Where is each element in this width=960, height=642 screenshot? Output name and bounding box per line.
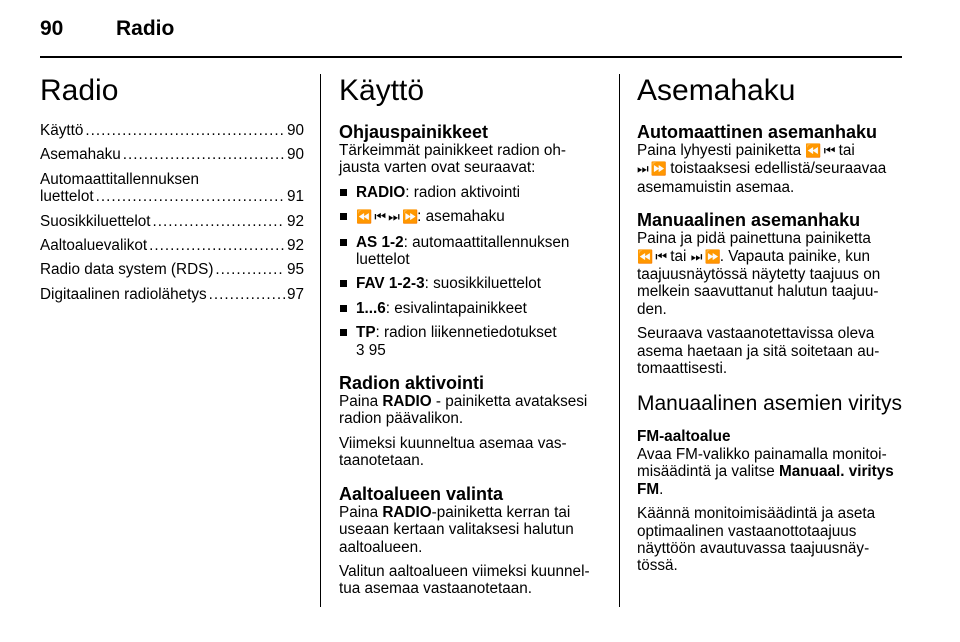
list-item: FAV 1-2-3: suosikkiluettelot xyxy=(339,275,601,292)
chapter-title: Radio xyxy=(40,74,119,107)
list-item: AS 1-2: automaattitallennuksen luettelot xyxy=(339,234,601,269)
seek-back-icon: ⏪ ⏮ xyxy=(637,249,667,265)
column-divider xyxy=(619,74,620,607)
toc-entry-automaattitallennus[interactable]: Automaattitallennuksen luettelot ..... 91 xyxy=(40,171,304,206)
paragraph: Paina RADIO - painiketta avataksesi radion päävalikon. xyxy=(339,393,588,428)
section-title: Radio xyxy=(116,17,175,40)
paragraph: Käännä monitoimisäädintä ja aseta optimaalinen vastaanottotaajuus näyttöön avautuvassa taajuusnäy-tössä. xyxy=(637,505,876,575)
toc-entry-rds[interactable]: Radio data system (RDS) ..... 95 xyxy=(40,261,304,278)
paragraph: Avaa FM-valikko painamalla monitoi-misäädintä ja valitse Manuaal. viritys FM. xyxy=(637,445,894,498)
list-item: ⏪ ⏮ ⏭ ⏩: asemahaku xyxy=(339,208,601,226)
column-divider xyxy=(320,74,321,607)
paragraph: Tärkeimmät painikkeet radion oh- jausta varten ovat seuraavat: xyxy=(339,142,567,177)
subheading-activate: Radion aktivointi xyxy=(339,373,485,394)
seek-back-icon: ⏪ ⏮ xyxy=(805,144,835,159)
seek-forward-icon: ⏭ ⏩ xyxy=(637,162,667,178)
seek-buttons-icon: ⏪ ⏮ ⏭ ⏩ xyxy=(356,210,418,226)
paragraph: Valitun aaltoalueen viimeksi kuunnel-tua asemaa vastaanotetaan. xyxy=(339,562,590,598)
page-reference[interactable]: 3 95 xyxy=(356,341,386,359)
table-of-contents xyxy=(40,122,304,303)
toc-entry-digitaalinen[interactable]: Digitaalinen radiolähetys ..... 97 xyxy=(40,286,304,303)
paragraph: Paina ja pidä painettuna painiketta ⏪ ⏮ tai ⏭ ⏩. Vapauta painike, kun taajuusnäytössä näytetty taajuus on melkein saavuttanut halutun taajuu-den. xyxy=(637,230,881,318)
subheading-manual-tuning: Manuaalinen asemien viritys xyxy=(637,392,902,416)
list-item: 1...6: esivalintapainikkeet xyxy=(339,300,601,317)
column-kaytto xyxy=(339,74,601,605)
header-rule xyxy=(40,56,902,58)
subheading-manual-search: Manuaalinen asemanhaku xyxy=(637,210,861,231)
section-heading: Asemahaku xyxy=(637,74,796,107)
toc-entry-suosikkiluettelot[interactable]: Suosikkiluettelot ..... 92 xyxy=(40,213,304,230)
page-number: 90 xyxy=(40,17,64,40)
list-item: TP: radion liikennetiedotukset 3 95 xyxy=(339,324,601,359)
column-asemahaku xyxy=(637,74,903,582)
toc-entry-asemahaku[interactable]: Asemahaku ..... 90 xyxy=(40,146,304,163)
section-heading: Käyttö xyxy=(339,74,425,107)
toc-entry-kaytto[interactable]: Käyttö ..... 90 xyxy=(40,122,304,139)
paragraph: Seuraava vastaanotettavissa oleva asema haetaan ja sitä soitetaan au-tomaattisesti. xyxy=(637,325,880,378)
seek-forward-icon: ⏭ ⏩ xyxy=(690,249,720,265)
paragraph: Paina lyhyesti painiketta ⏪ ⏮ tai ⏭ ⏩ toistaaksesi edellistä/seuraavaa asemamuistin asemaa. xyxy=(637,142,887,196)
subheading-controls: Ohjauspainikkeet xyxy=(339,122,489,142)
list-item: RADIO: radion aktivointi xyxy=(339,184,601,201)
subheading-auto-search: Automaattinen asemanhaku xyxy=(637,122,878,142)
subheading-fm: FM-aaltoalue xyxy=(637,428,731,446)
column-toc xyxy=(40,74,304,310)
subheading-band: Aaltoalueen valinta xyxy=(339,483,504,504)
paragraph: Viimeksi kuunneltua asemaa vas-taanotetaan. xyxy=(339,434,567,470)
toc-entry-aaltoaluevalikot[interactable]: Aaltoaluevalikot ..... 92 xyxy=(40,237,304,254)
paragraph: Paina RADIO-painiketta kerran tai useaan kertaan valitaksesi halutun aaltoalueen. xyxy=(339,503,574,556)
